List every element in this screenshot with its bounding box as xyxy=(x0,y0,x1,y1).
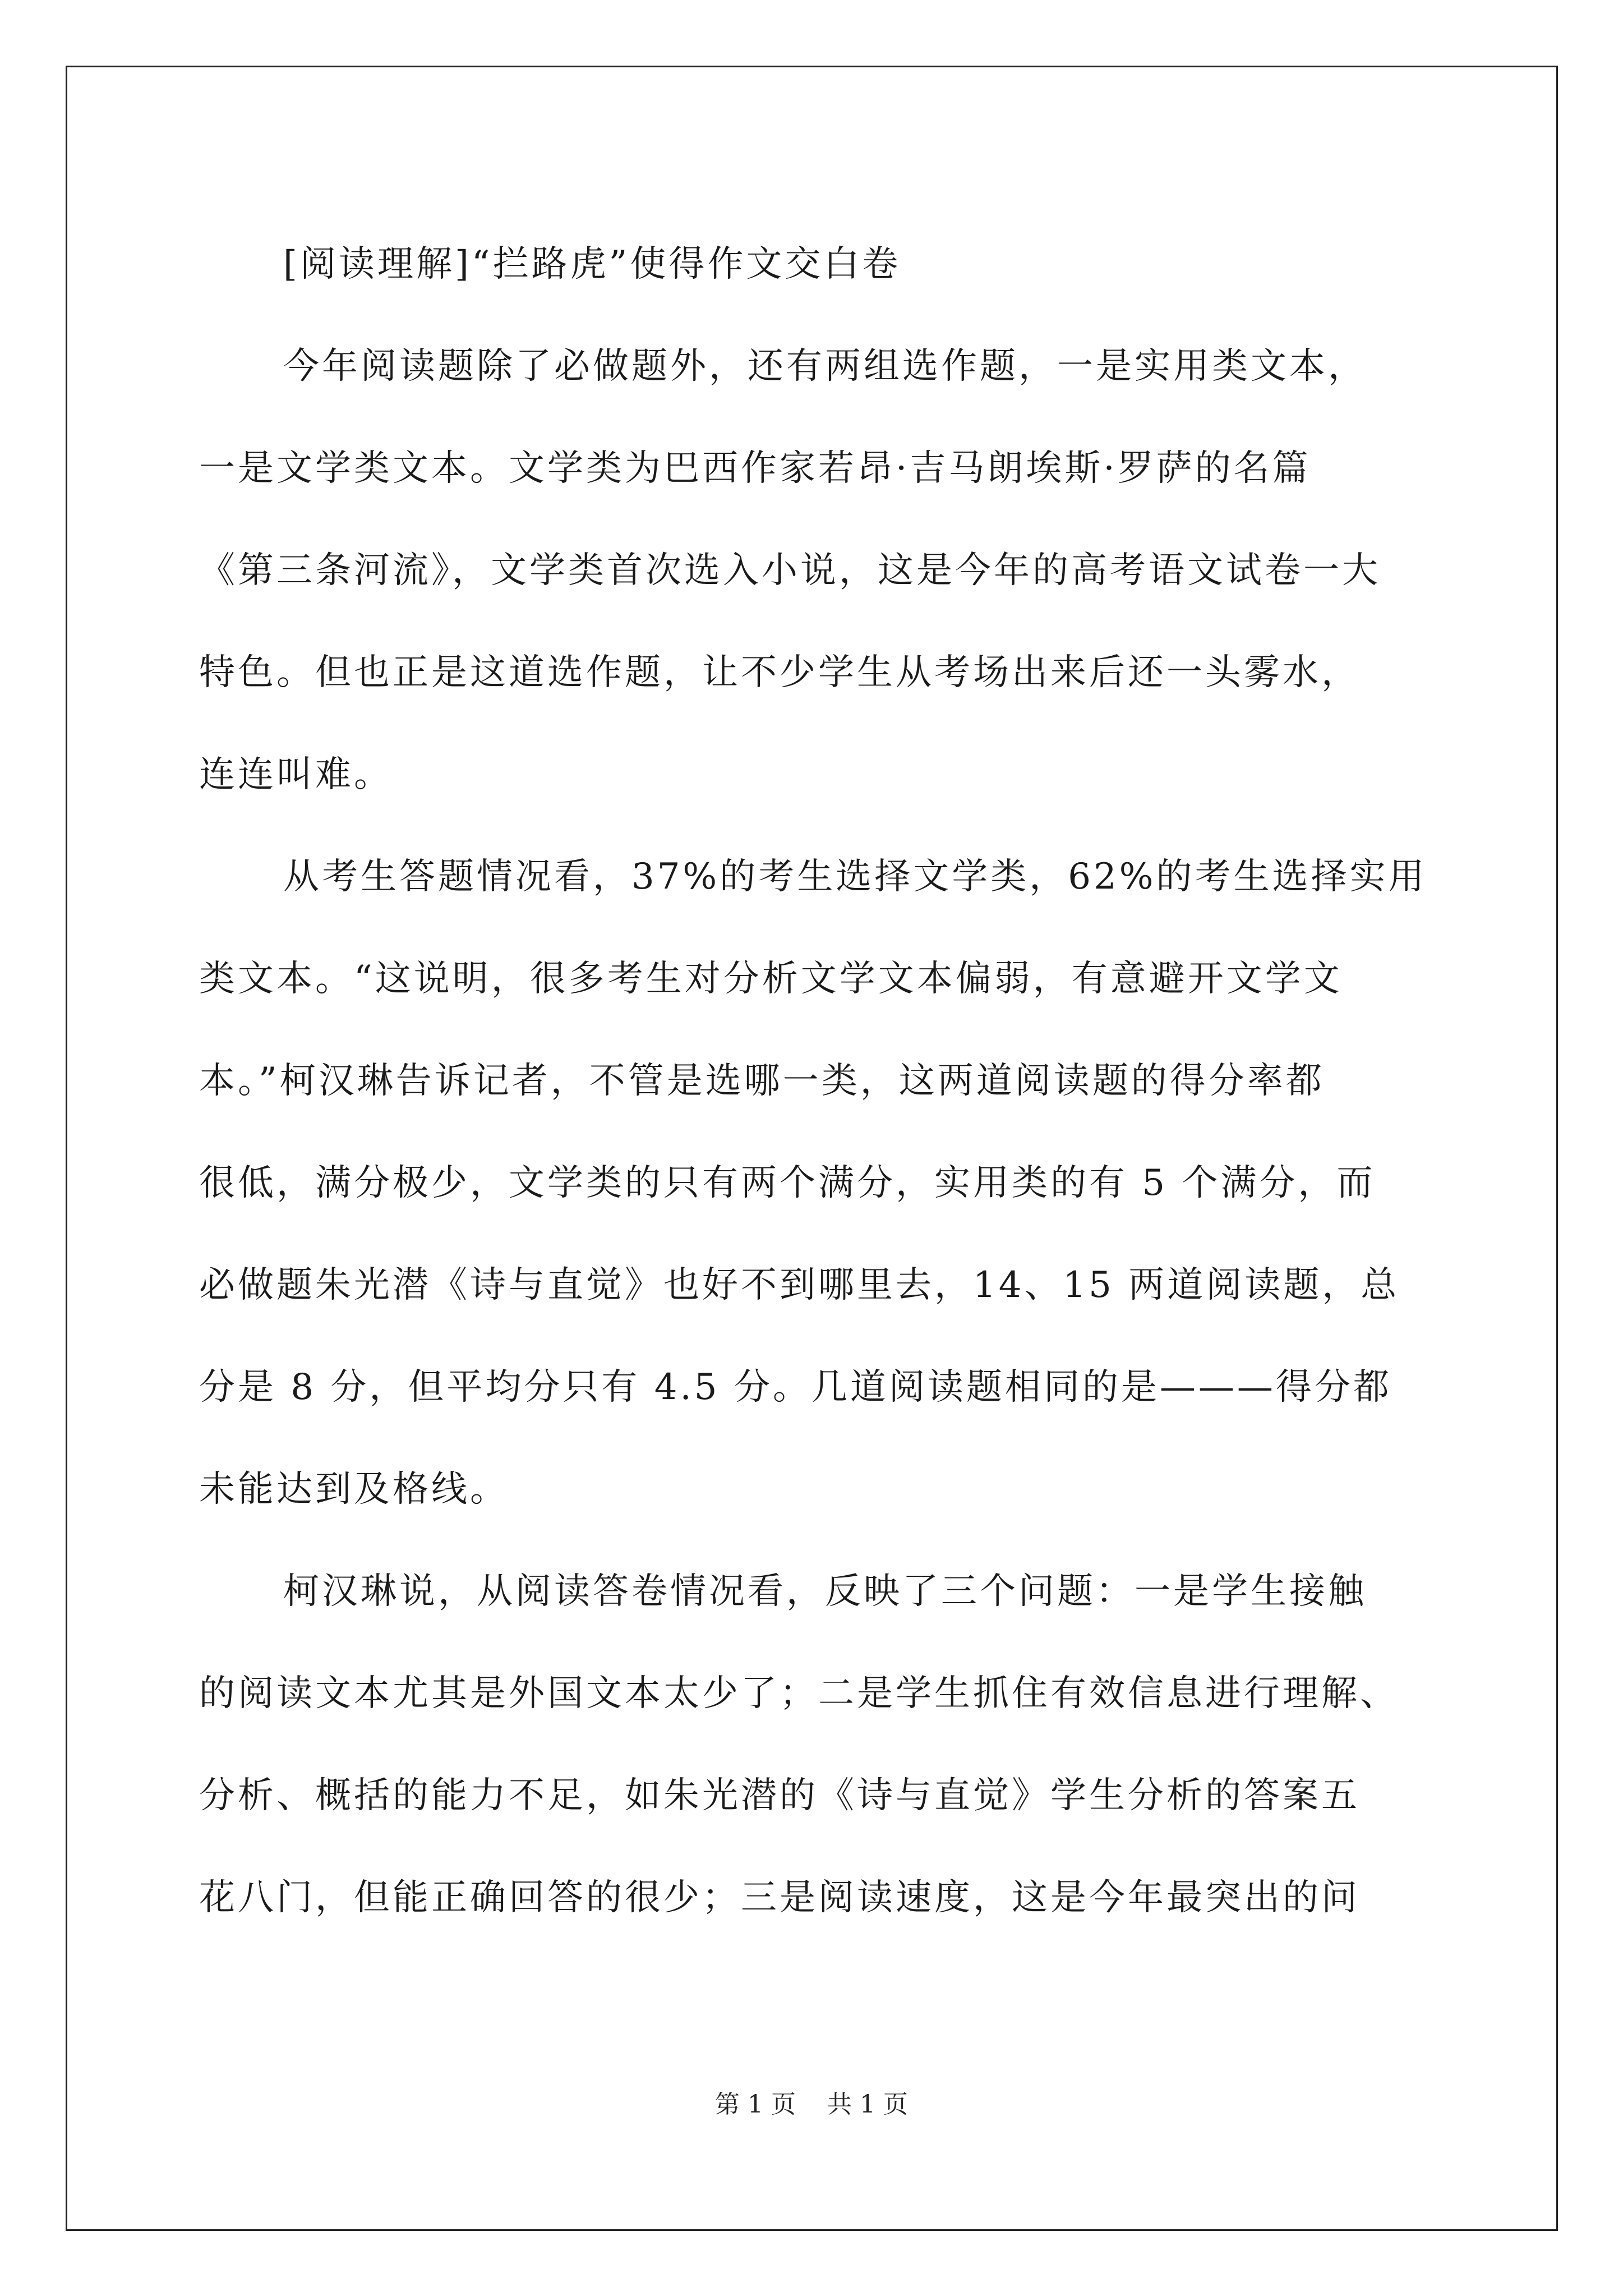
paragraph-1-line-5: 连连叫难。 xyxy=(199,754,393,795)
document-title: [阅读理解]“拦路虎”使得作文交白卷 xyxy=(283,243,901,285)
paragraph-3-line-3: 分析、概括的能力不足，如朱光潜的《诗与直觉》学生分析的答案五 xyxy=(199,1775,1360,1816)
paragraph-3-line-1: 柯汉琳说，从阅读答卷情况看，反映了三个问题：一是学生接触 xyxy=(283,1571,1367,1612)
paragraph-1-line-1: 今年阅读题除了必做题外，还有两组选作题，一是实用类文本， xyxy=(283,346,1367,387)
paragraph-2-line-1: 从考生答题情况看，37%的考生选择文学类，62%的考生选择实用 xyxy=(283,856,1427,898)
paragraph-1-line-4: 特色。但也正是这道选作题，让不少学生从考场出来后还一头雾水， xyxy=(199,652,1360,693)
document-body xyxy=(199,213,1450,1949)
paragraph-2-line-2: 类文本。“这说明，很多考生对分析文学文本偏弱，有意避开文学文 xyxy=(199,958,1343,1000)
paragraph-2-line-5: 必做题朱光潜《诗与直觉》也好不到哪里去，14、15 两道阅读题，总 xyxy=(199,1264,1400,1306)
paragraph-3-line-2: 的阅读文本尤其是外国文本太少了；二是学生抓住有效信息进行理解、 xyxy=(199,1673,1399,1714)
paragraph-1-line-2: 一是文学类文本。文学类为巴西作家若昂·吉马朗埃斯·罗萨的名篇 xyxy=(199,448,1311,489)
paragraph-2-line-7: 未能达到及格线。 xyxy=(199,1469,509,1510)
paragraph-2-line-6: 分是 8 分，但平均分只有 4.5 分。几道阅读题相同的是———得分都 xyxy=(199,1366,1392,1408)
paragraph-1-line-3: 《第三条河流》，文学类首次选入小说，这是今年的高考语文试卷一大 xyxy=(199,550,1381,591)
page-number-footer: 第 1 页 共 1 页 xyxy=(715,2090,908,2119)
paragraph-3-line-4: 花八门，但能正确回答的很少；三是阅读速度，这是今年最突出的问 xyxy=(199,1877,1360,1918)
paragraph-2-line-3: 本。”柯汉琳告诉记者，不管是选哪一类，这两道阅读题的得分率都 xyxy=(199,1060,1325,1102)
paragraph-2-line-4: 很低，满分极少，文学类的只有两个满分，实用类的有 5 个满分，而 xyxy=(199,1162,1376,1204)
